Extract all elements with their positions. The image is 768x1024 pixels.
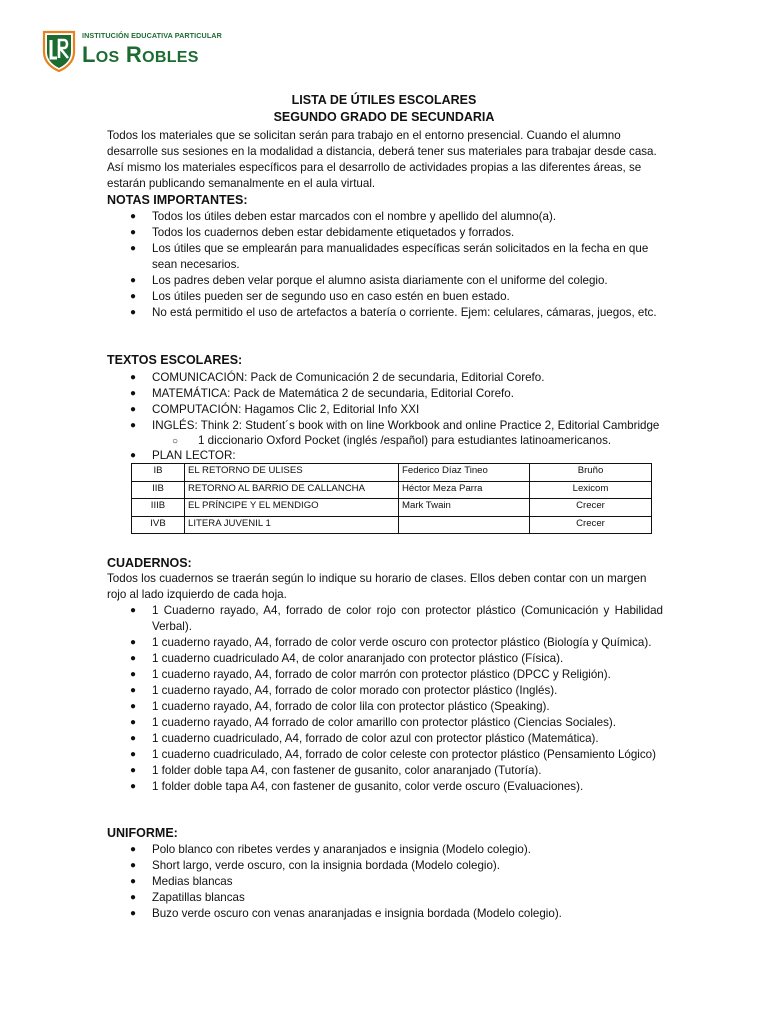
bullet-icon: ● (130, 605, 137, 616)
notas-heading: NOTAS IMPORTANTES: (107, 193, 248, 207)
list-item: ● Los útiles pueden ser de segundo uso en caso estén en buen estado. (130, 290, 510, 303)
textos-subitem: ○ 1 diccionario Oxford Pocket (inglés /español) para estudiantes latinoamericanos. (172, 433, 611, 450)
list-item: ● COMUNICACIÓN: Pack de Comunicación 2 de secundaria, Editorial Corefo. (130, 371, 545, 384)
table-cell: Lexicom (530, 481, 652, 499)
list-item: ● 1 folder doble tapa A4, con fastener de gusanito, color verde oscuro (Evaluaciones). (130, 780, 584, 793)
list-item: ● PLAN LECTOR: (130, 449, 236, 462)
table-row (132, 481, 652, 499)
bullet-icon: ● (130, 685, 137, 696)
list-item: ● INGLÉS: Think 2: Student´s book with on line Workbook and online Practice 2, Editorial Cambridge (130, 419, 660, 432)
bullet-icon: ● (130, 733, 137, 744)
bullet-icon: ● (130, 701, 137, 712)
table-cell: IIB (132, 481, 185, 499)
bullet-icon: ● (130, 227, 137, 238)
list-item: ● Buzo verde oscuro con venas anaranjadas e insignia bordada (Modelo colegio). (130, 907, 562, 920)
bullet-icon: ● (130, 717, 137, 728)
bullet-icon: ● (130, 275, 137, 286)
bullet-icon: ● (130, 388, 137, 399)
bullet-icon: ● (130, 908, 137, 919)
list-item: ● Polo blanco con ribetes verdes y anaranjados e insignia (Modelo colegio). (130, 843, 531, 856)
list-item: ● Los útiles que se emplearán para manualidades específicas serán solicitados en la fecha en que sean necesarios. (130, 242, 649, 271)
logo-name: LOS ROBLES (82, 42, 199, 67)
textos-heading: TEXTOS ESCOLARES: (107, 353, 243, 367)
list-item: ● COMPUTACIÓN: Hagamos Clic 2, Editorial Info XXI (130, 403, 420, 416)
bullet-icon: ● (130, 844, 137, 855)
list-item: ● 1 folder doble tapa A4, con fastener de gusanito, color anaranjado (Tutoría). (130, 764, 542, 777)
logo-subtitle: INSTITUCIÓN EDUCATIVA PARTICULAR (82, 31, 222, 40)
table-cell: IB (132, 464, 185, 482)
bullet-icon: ● (130, 404, 137, 415)
list-item: ● 1 cuaderno rayado, A4, forrado de color marrón con protector plástico (DPCC y Religión). (130, 668, 611, 681)
table-cell: Bruño (530, 464, 652, 482)
table-row (132, 516, 652, 534)
plan-lector-table (131, 463, 652, 534)
list-item: ● 1 cuaderno rayado, A4 forrado de color amarillo con protector plástico (Ciencias Sociales). (130, 716, 616, 729)
table-cell: IIIB (132, 499, 185, 517)
list-item: ● Todos los útiles deben estar marcados con el nombre y apellido del alumno(a). (130, 210, 557, 223)
table-row (132, 464, 652, 482)
bullet-icon: ● (130, 291, 137, 302)
school-shield-icon (42, 30, 76, 72)
bullet-icon: ● (130, 653, 137, 664)
table-cell: Crecer (530, 499, 652, 517)
table-cell: IVB (132, 516, 185, 534)
list-item: ● Zapatillas blancas (130, 891, 245, 904)
table-cell: EL RETORNO DE ULISES (185, 464, 399, 482)
table-cell (399, 516, 530, 534)
plan-lector-list (107, 448, 663, 464)
table-cell: Mark Twain (399, 499, 530, 517)
bullet-icon: ● (130, 243, 137, 254)
school-logo (42, 28, 232, 74)
list-item: ● No está permitido el uso de artefactos a batería o corriente. Ejem: celulares, cámaras, juegos, etc. (130, 306, 657, 319)
bullet-icon: ● (130, 669, 137, 680)
list-item: ● Short largo, verde oscuro, con la insignia bordada (Modelo colegio). (130, 859, 501, 872)
list-item: ● Medias blancas (130, 875, 233, 888)
list-item: ● Los padres deben velar porque el alumno asista diariamente con el uniforme del colegio. (130, 274, 608, 287)
bullet-icon: ● (130, 372, 137, 383)
bullet-icon: ● (130, 876, 137, 887)
document-subtitle: SEGUNDO GRADO DE SECUNDARIA (273, 110, 495, 124)
bullet-icon: ● (130, 781, 137, 792)
bullet-icon: ● (130, 892, 137, 903)
table-row (132, 499, 652, 517)
table-cell: Héctor Meza Parra (399, 481, 530, 499)
list-item: ● 1 Cuaderno rayado, A4, forrado de color rojo con protector plástico (Comunicación y Habilidad Verbal). (130, 604, 663, 633)
cuadernos-list (107, 603, 663, 795)
list-item: ● 1 cuaderno cuadriculado, A4, forrado de color celeste con protector plástico (Pensamiento Lógico) (130, 748, 656, 761)
list-item: ● 1 cuaderno rayado, A4, forrado de color morado con protector plástico (Inglés). (130, 684, 558, 697)
table-cell: Federico Díaz Tineo (399, 464, 530, 482)
list-item: ● 1 cuaderno rayado, A4, forrado de color verde oscuro con protector plástico (Biología y Química). (130, 636, 652, 649)
notas-list (107, 209, 663, 321)
uniforme-list (107, 842, 663, 922)
intro-paragraph: Todos los materiales que se solicitan serán para trabajo en el entorno presencial. Cuando el alumno desarrolle sus sesiones en la modalidad a distancia, deberá tener sus materiales para trabajar desde casa. Así mismo los materiales específicos para el desarrollo de actividades propias a las diferentes áreas, se estarán publicando semanalmente en el aula virtual. (107, 129, 657, 190)
table-cell: RETORNO AL BARRIO DE CALLANCHA (185, 481, 399, 499)
bullet-icon: ● (130, 860, 137, 871)
cuadernos-intro: Todos los cuadernos se traerán según lo indique su horario de clases. Ellos deben contar con un margen rojo al lado izquierdo de cada hoja. (107, 572, 647, 601)
circle-bullet-icon: ○ (172, 436, 179, 447)
list-item: ● Todos los cuadernos deben estar debidamente etiquetados y forrados. (130, 226, 515, 239)
list-item: ● MATEMÁTICA: Pack de Matemática 2 de secundaria, Editorial Corefo. (130, 387, 514, 400)
cuadernos-heading: CUADERNOS: (107, 556, 192, 570)
bullet-icon: ● (130, 765, 137, 776)
bullet-icon: ● (130, 211, 137, 222)
bullet-icon: ● (130, 420, 137, 431)
bullet-icon: ● (130, 450, 137, 461)
bullet-icon: ● (130, 637, 137, 648)
textos-list (107, 370, 663, 434)
bullet-icon: ● (130, 749, 137, 760)
list-item: ● 1 cuaderno cuadriculado A4, de color anaranjado con protector plástico (Física). (130, 652, 564, 665)
table-cell: EL PRÍNCIPE Y EL MENDIGO (185, 499, 399, 517)
table-cell: LITERA JUVENIL 1 (185, 516, 399, 534)
list-item: ● 1 cuaderno rayado, A4, forrado de color lila con protector plástico (Speaking). (130, 700, 550, 713)
uniforme-heading: UNIFORME: (107, 826, 178, 840)
list-item: ● 1 cuaderno cuadriculado, A4, forrado de color azul con protector plástico (Matemática). (130, 732, 599, 745)
document-title: LISTA DE ÚTILES ESCOLARES (291, 93, 477, 107)
table-cell: Crecer (530, 516, 652, 534)
bullet-icon: ● (130, 307, 137, 318)
